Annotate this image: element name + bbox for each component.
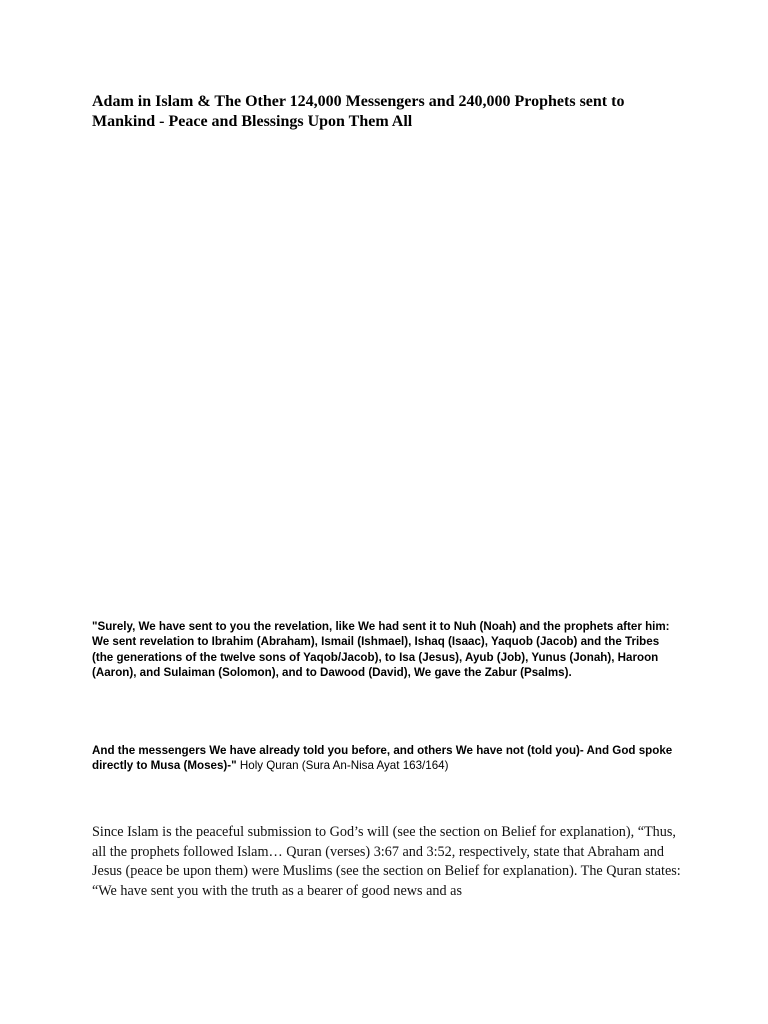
quote-paragraph-2-text: And the messengers We have already told you before, and others We have not (told you)- And God spoke directly to Musa (Moses)-" <box>92 744 673 773</box>
quote-citation: Holy Quran (Sura An-Nisa Ayat 163/164) <box>236 759 449 773</box>
body-paragraph: Since Islam is the peaceful submission to God’s will (see the section on Belief for explanation), “Thus, all the prophets followed Islam… Quran (verses) 3:67 and 3:52, respectively, state that Abraham and Jesus (peace be upon them) were Muslims (see the section on Belief for explanation). The Quran states: “We have sent you with the truth as a bearer of good news and as <box>92 824 681 899</box>
quote-paragraph-2 <box>92 743 682 774</box>
document-title: Adam in Islam & The Other 124,000 Messengers and 240,000 Prophets sent to Mankind - Peace and Blessings Upon Them All <box>92 93 625 130</box>
quote-paragraph-1: "Surely, We have sent to you the revelation, like We had sent it to Nuh (Noah) and the prophets after him: We sent revelation to Ibrahim (Abraham), Ismail (Ishmael), Ishaq (Isaac), Yaquob (Jacob) and the Tribes (the generations of the twelve sons of Yaqob/Jacob), to Isa (Jesus), Ayub (Job), Yunus (Jonah), Haroon (Aaron), and Sulaiman (Solomon), and to Dawood (David), We gave the Zabur (Psalms). <box>92 620 670 680</box>
